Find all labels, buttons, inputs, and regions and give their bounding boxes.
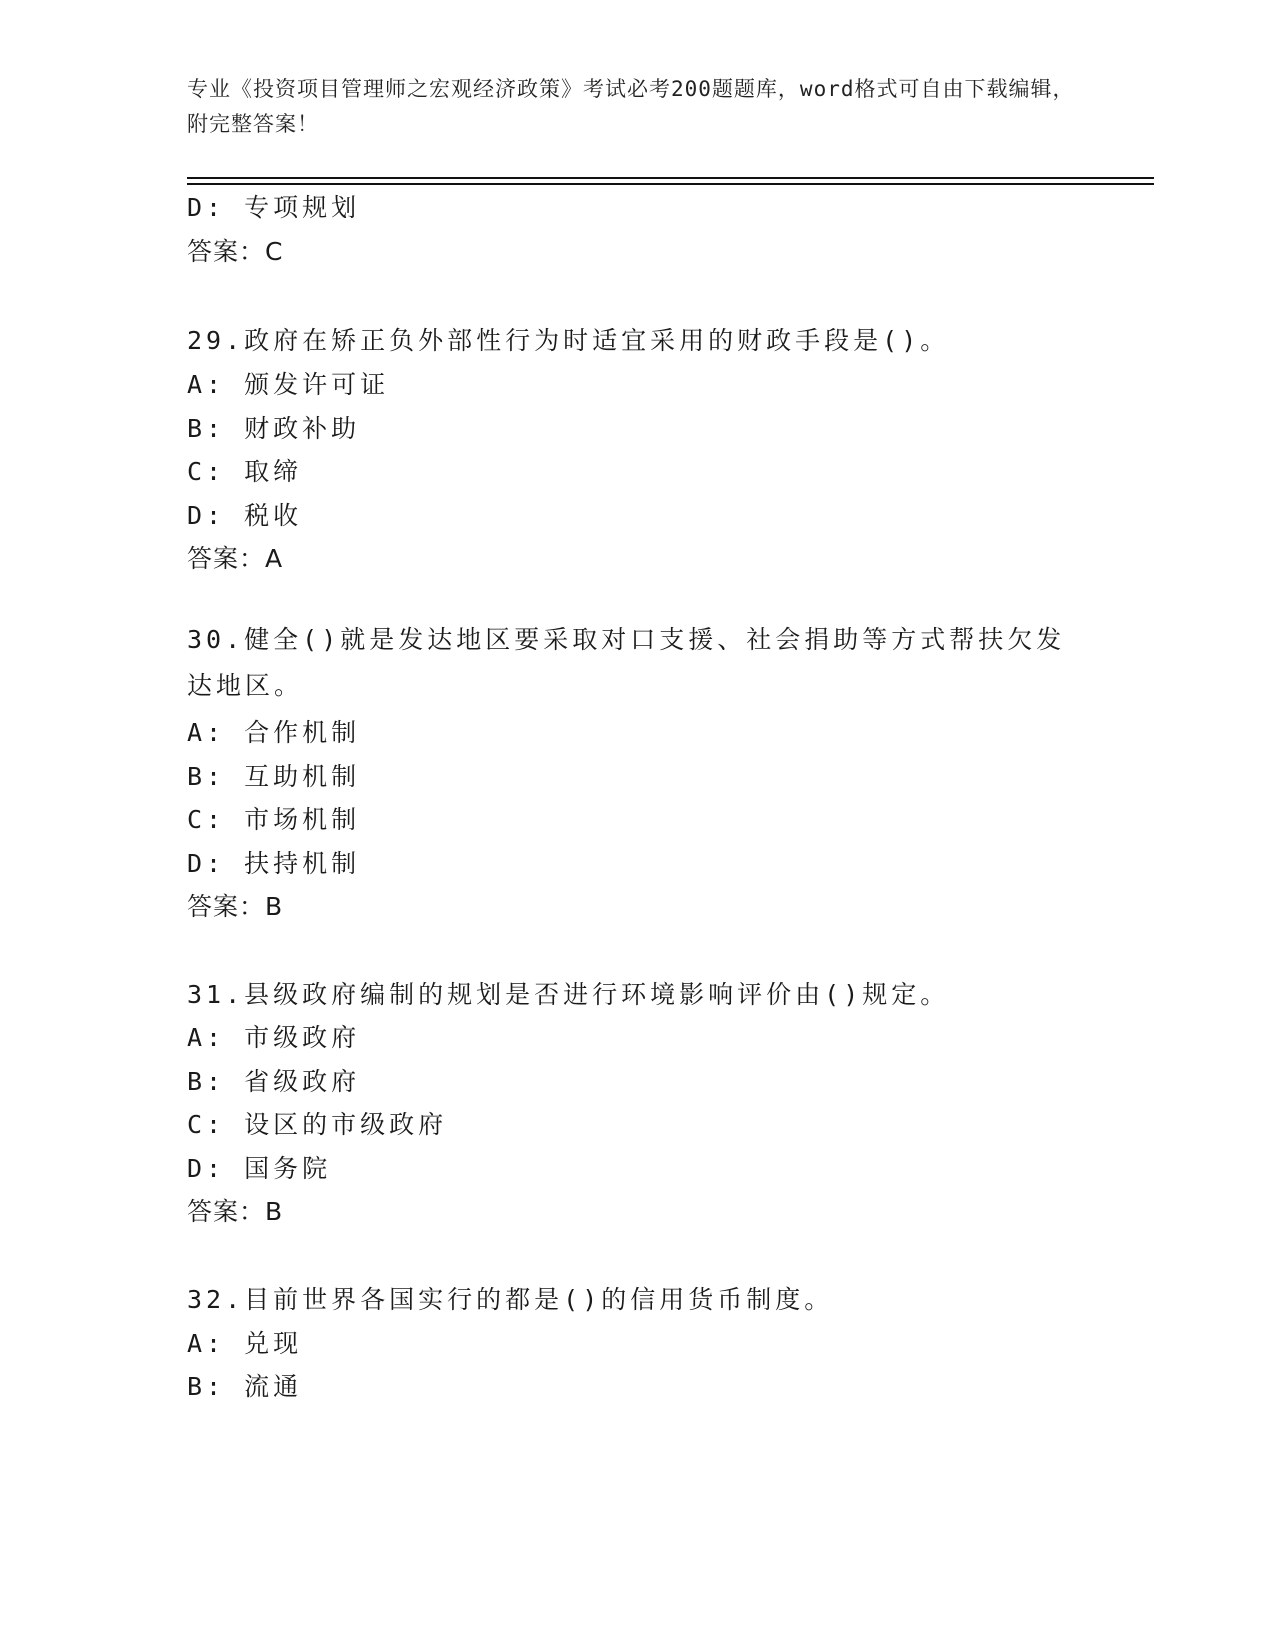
header-divider [187,177,1154,179]
question-30-option-a: A: 合作机制 [187,718,361,747]
question-32-option-a: A: 兑现 [187,1329,303,1358]
question-30-option-b: B: 互助机制 [187,762,361,791]
question-31-option-c: C: 设区的市级政府 [187,1110,448,1139]
question-29-answer: 答案：A [187,544,284,573]
answer: 答案：C [187,237,284,266]
question-31-option-d: D: 国务院 [187,1154,332,1183]
question-29-option-a: A: 颁发许可证 [187,370,390,399]
document-header: 专业《投资项目管理师之宏观经济政策》考试必考200题题库，word格式可自由下载编辑，附完整答案！ [187,77,1075,136]
question-30-option-d: D: 扶持机制 [187,849,361,878]
question-32-text: 32.目前世界各国实行的都是()的信用货币制度。 [187,1285,834,1314]
question-31-text: 31.县级政府编制的规划是否进行环境影响评价由()规定。 [187,980,950,1009]
header-divider-second [187,183,1154,185]
question-30-text: 30.健全()就是发达地区要采取对口支援、社会捐助等方式帮扶欠发达地区。 [187,625,1066,700]
question-31-answer: 答案：B [187,1197,284,1226]
option-d: D: 专项规划 [187,193,361,222]
question-31-option-b: B: 省级政府 [187,1067,361,1096]
question-29-text: 29.政府在矫正负外部性行为时适宜采用的财政手段是()。 [187,326,950,355]
question-30-option-c: C: 市场机制 [187,805,361,834]
question-32-option-b: B: 流通 [187,1372,303,1401]
question-29-option-b: B: 财政补助 [187,414,361,443]
question-29-option-c: C: 取缔 [187,457,303,486]
question-29-option-d: D: 税收 [187,501,303,530]
question-30-answer: 答案：B [187,892,284,921]
question-31-option-a: A: 市级政府 [187,1023,361,1052]
